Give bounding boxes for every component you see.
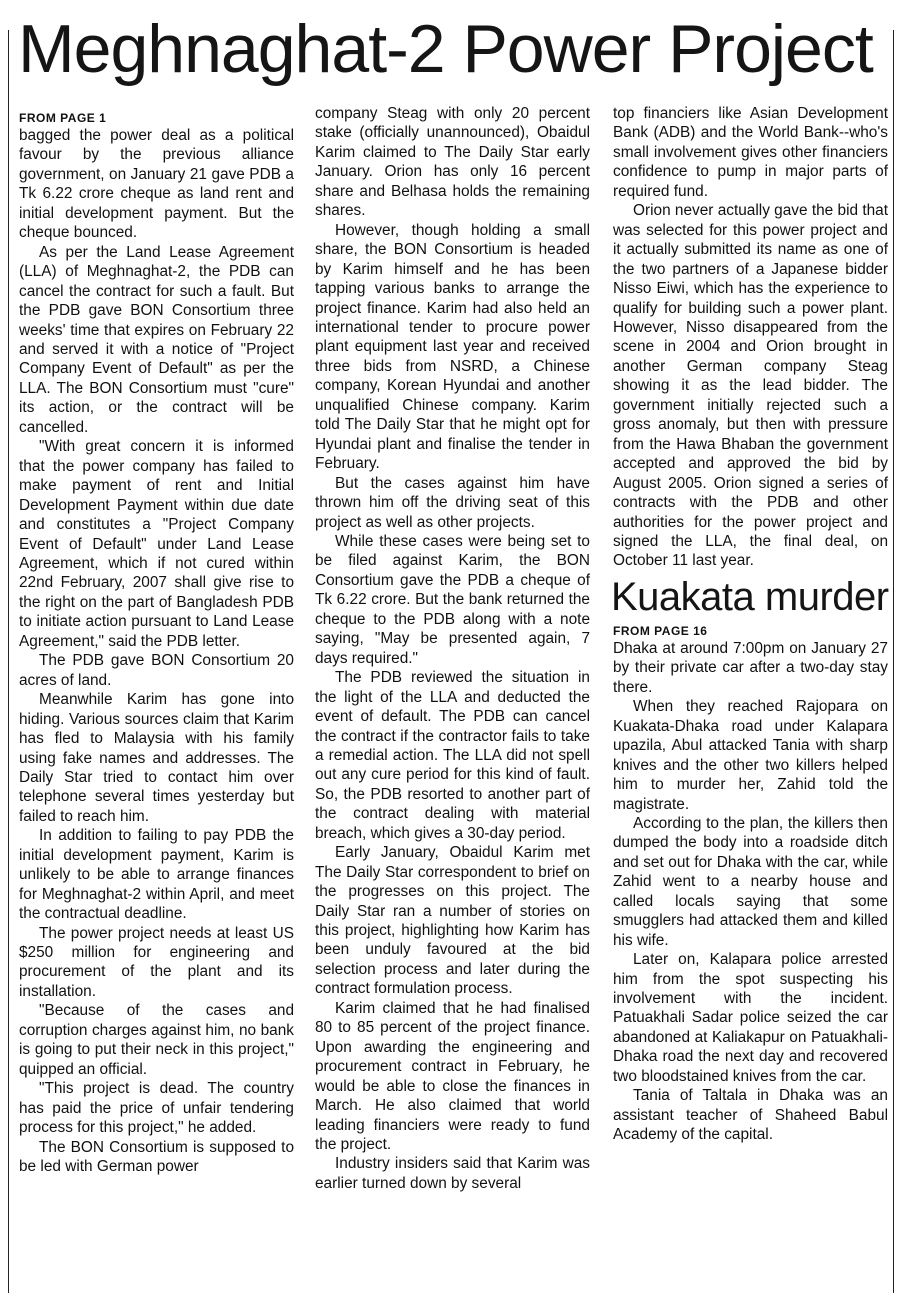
paragraph: The PDB gave BON Consortium 20 acres of land. — [19, 652, 294, 689]
article-headline: Meghnaghat-2 Power Project — [18, 11, 873, 87]
second-article-headline: Kuakata murder — [611, 574, 889, 619]
paragraph: Later on, Kalapara police arrested him from the spot suspecting his involvement with the incident. Patuakhali Sadar police seized the car abandoned at Kaliakapur on Patuakhali-Dhaka road the next day and recovered two bloodstained knives from the car. — [613, 951, 888, 1085]
paragraph: While these cases were being set to be filed against Karim, the BON Consortium gave the PDB a cheque of Tk 6.22 crore. But the bank returned the cheque to the PDB along with a note saying, "May be presented again, 7 days required." — [315, 532, 590, 667]
paragraph: According to the plan, the killers then dumped the body into a roadside ditch and set out for Dhaka with the car, while Zahid went to a nearby house and called locals saying that some smugglers had attacked them and killed his wife. — [613, 814, 888, 949]
paragraph: "With great concern it is informed that the power company has failed to make payment of rent and Initial Development Payment within due date and constitutes a "Project Company Event of Default" under Land Lease Agreement, which if not cured within 22nd February, 2007 shall give rise to the right on the part of Bangladesh PDB to initiate action pursuant to Land Lease Agreement," said the PDB letter. — [19, 438, 294, 650]
paragraph: The power project needs at least US $250 million for engineering and procurement of the plant and its installation. — [19, 924, 294, 1000]
paragraph: Karim claimed that he had finalised 80 to 85 percent of the project finance. Upon awarding the engineering and procurement contract in February, he would be able to close the finances in March. He also claimed that world leading financiers were ready to fund the project. — [315, 999, 590, 1154]
paragraph: Meanwhile Karim has gone into hiding. Various sources claim that Karim has fled to Malaysia with his family using fake names and addresses. The Daily Star tried to contact him over telephone several times yesterday but failed to reach him. — [19, 691, 294, 825]
paragraph: Tania of Taltala in Dhaka was an assistant teacher of Shaheed Babul Academy of the capital. — [613, 1087, 888, 1144]
jump-line: FROM PAGE 16 — [613, 623, 708, 638]
paragraph: Orion never actually gave the bid that was selected for this power project and it actually submitted its name as one of the two partners of a Japanese bidder Nisso Eiwi, which has the experience to qualify for building such a power plant. However, Nisso disappeared from the scene in 2004 and Orion brought in another German company Steag showing it as the lead bidder. The government initially rejected such a gross anomaly, but then with pressure from the Hawa Bhaban the government accepted and approved the bid by August 2005. Orion signed a series of contracts with the PDB and other authorities for the power project and signed the LLA, the final deal, on October 11 last year. — [613, 202, 888, 570]
column-3 — [613, 104, 888, 1145]
paragraph: company Steag with only 20 percent stake (officially unannounced), Obaidul Karim claimed to The Daily Star early January. Orion has only 16 percent share and Belhasa holds the remaining shares. — [315, 105, 590, 220]
jump-line: FROM PAGE 1 — [19, 111, 107, 125]
paragraph: When they reached Rajopara on Kuakata-Dhaka road under Kalapara upazila, Abul attacked Tania with sharp knives and the other two killers helped him to murder her, Zahid told the magistrate. — [613, 698, 888, 813]
column-1 — [19, 110, 294, 1176]
paragraph: bagged the power deal as a political favour by the previous alliance government, on January 21 gave PDB a Tk 6.22 crore cheque as land rent and initial development payment. But the cheque bounced. — [19, 127, 294, 242]
paragraph: top financiers like Asian Development Bank (ADB) and the World Bank--who's small involvement gives other financiers confidence to pump in major parts of required fund. — [613, 105, 888, 200]
paragraph: However, though holding a small share, the BON Consortium is headed by Karim himself and he has been tapping various banks to arrange the project finance. Karim had also held an international tender to procure power plant equipment last year and received three bids from NSRD, a Chinese company, Korean Hyundai and another unqualified Chinese company. Karim told The Daily Star that he might opt for Hyundai plant and finalise the tender in February. — [315, 221, 590, 473]
paragraph: In addition to failing to pay PDB the initial development payment, Karim is unlikely to be able to arrange finances for Meghnaghat-2 within April, and meet the contractual deadline. — [19, 827, 294, 923]
paragraph: Industry insiders said that Karim was earlier turned down by several — [315, 1155, 590, 1192]
paragraph: But the cases against him have thrown him off the driving seat of this project as well as other projects. — [315, 474, 590, 531]
paragraph: The BON Consortium is supposed to be led with German power — [19, 1138, 294, 1176]
paragraph: "This project is dead. The country has paid the price of unfair tendering process for this project," he added. — [19, 1080, 294, 1137]
left-column-rule — [8, 30, 9, 1293]
paragraph: "Because of the cases and corruption charges against him, no bank is going to put their neck in this project," quipped an official. — [19, 1002, 294, 1078]
paragraph: As per the Land Lease Agreement (LLA) of Meghnaghat-2, the PDB can cancel the contract for such a fault. But the PDB gave BON Consortium three weeks' time that expires on February 22 and served it with a notice of "Project Company Event of Default" as per the LLA. The BON Consortium must "cure" its action, or the contract will be cancelled. — [19, 243, 294, 436]
paragraph: The PDB reviewed the situation in the light of the LLA and deducted the event of default. The PDB can cancel the contract if the contractor fails to take a remedial action. The LLA did not spell out any cure period for this kind of fault. So, the PDB resorted to another part of the contract dealing with material breach, which gives a 30-day period. — [315, 669, 590, 842]
column-2 — [315, 104, 590, 1193]
right-column-rule — [893, 30, 894, 1293]
paragraph: Early January, Obaidul Karim met The Daily Star correspondent to brief on the progresses on this project. The Daily Star ran a number of stories on this project, highlighting how Karim has been unduly favoured at the bid selection process and later during the contract formulation process. — [315, 844, 590, 998]
paragraph: Dhaka at around 7:00pm on January 27 by their private car after a two-day stay there. — [613, 639, 888, 696]
